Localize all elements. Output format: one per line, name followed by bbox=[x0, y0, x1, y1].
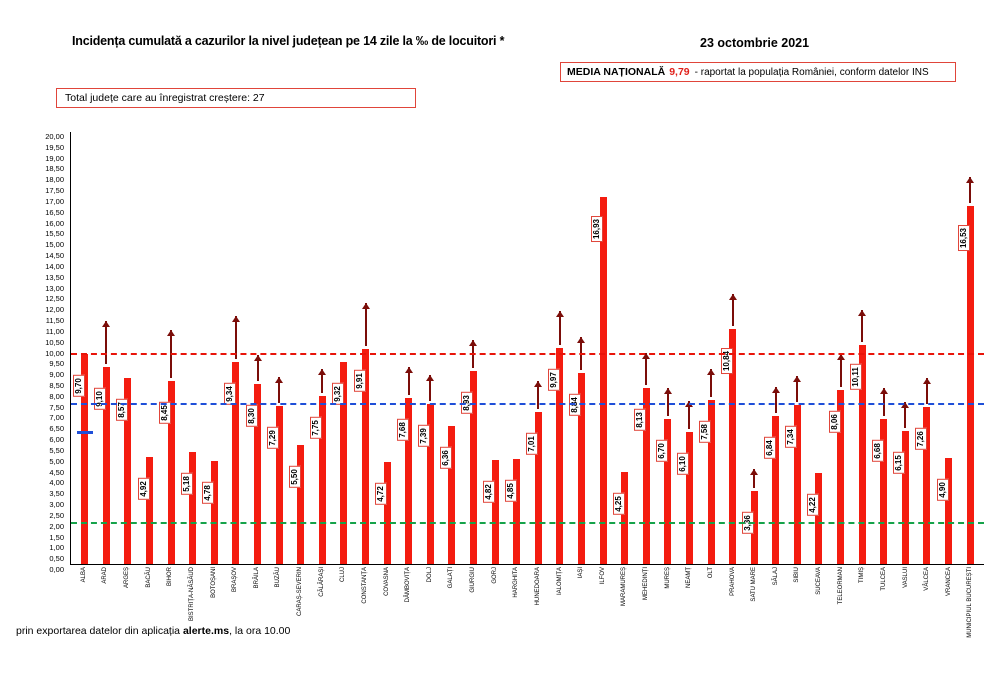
x-label-cell bbox=[484, 565, 506, 625]
bar-column bbox=[527, 132, 549, 564]
x-label-cell bbox=[506, 565, 528, 625]
bar-column bbox=[830, 132, 852, 564]
bar bbox=[721, 329, 736, 564]
x-tick-label: HARGHITA bbox=[513, 567, 520, 598]
bar-value-label: 9,34 bbox=[224, 383, 236, 405]
bar-value-label: 5,50 bbox=[289, 466, 301, 488]
bar bbox=[613, 472, 628, 564]
bar-value-label: 4,85 bbox=[505, 480, 517, 502]
x-tick-label: BOTOȘANI bbox=[210, 567, 217, 598]
bar-value-label: 9,97 bbox=[548, 369, 560, 391]
bar bbox=[246, 384, 261, 564]
plot-area bbox=[70, 132, 984, 565]
x-tick-label: MEHEDINȚI bbox=[643, 567, 650, 600]
x-tick-label: TULCEA bbox=[880, 567, 887, 591]
bar-value-label: 7,58 bbox=[699, 421, 711, 443]
bar-column bbox=[204, 132, 226, 564]
bar bbox=[915, 407, 930, 564]
x-tick-label: OLT bbox=[707, 567, 714, 579]
bar-column bbox=[312, 132, 334, 564]
x-label-cell bbox=[246, 565, 268, 625]
bar-value-label: 4,22 bbox=[807, 494, 819, 516]
bar-value-label: 6,68 bbox=[872, 441, 884, 463]
x-label-cell bbox=[311, 565, 333, 625]
bar-column bbox=[787, 132, 809, 564]
x-tick-label: BACĂU bbox=[145, 567, 152, 588]
x-tick-label: PRAHOVA bbox=[729, 567, 736, 596]
x-label-cell bbox=[95, 565, 117, 625]
bar bbox=[419, 404, 434, 564]
x-tick-label: IALOMIȚA bbox=[556, 567, 563, 596]
national-average-line bbox=[71, 353, 984, 355]
x-tick-label: ALBA bbox=[80, 567, 87, 583]
x-tick-label: IAȘI bbox=[578, 567, 585, 579]
bar bbox=[678, 432, 693, 564]
x-label-cell bbox=[657, 565, 679, 625]
bar bbox=[462, 371, 477, 564]
bar-column bbox=[355, 132, 377, 564]
bar-column bbox=[722, 132, 744, 564]
bar-value-label: 4,92 bbox=[138, 479, 150, 501]
bar-column bbox=[743, 132, 765, 564]
blue-marker-segment bbox=[77, 431, 93, 434]
x-tick-label: DÂMBOVIȚA bbox=[405, 567, 412, 603]
bar-column bbox=[506, 132, 528, 564]
x-label-cell bbox=[895, 565, 917, 625]
x-label-cell bbox=[289, 565, 311, 625]
x-tick-label: SĂLAJ bbox=[772, 567, 779, 586]
bar-value-label: 16,53 bbox=[958, 225, 970, 251]
x-tick-label: BISTRIȚA-NĂSĂUD bbox=[188, 567, 195, 622]
bar bbox=[73, 354, 88, 564]
bar-column bbox=[160, 132, 182, 564]
bar-column bbox=[225, 132, 247, 564]
x-label-cell bbox=[268, 565, 290, 625]
bar-column bbox=[895, 132, 917, 564]
bar bbox=[160, 381, 175, 564]
report-date: 23 octombrie 2021 bbox=[700, 36, 810, 50]
x-label-cell bbox=[679, 565, 701, 625]
bar-value-label: 9,10 bbox=[94, 388, 106, 410]
bar-value-label: 6,84 bbox=[764, 437, 776, 459]
bar bbox=[484, 460, 499, 564]
bar-column bbox=[96, 132, 118, 564]
x-tick-label: CONSTANȚA bbox=[361, 567, 368, 604]
bar-value-label: 7,01 bbox=[526, 433, 538, 455]
bar-column bbox=[74, 132, 96, 564]
x-label-cell bbox=[787, 565, 809, 625]
x-tick-label: CARAȘ-SEVERIN bbox=[297, 567, 304, 617]
footer-suffix: , la ora 10.00 bbox=[229, 625, 291, 637]
bar-value-label: 6,10 bbox=[677, 453, 689, 475]
bar-value-label: 8,13 bbox=[634, 409, 646, 431]
bar-column bbox=[549, 132, 571, 564]
bar-value-label: 7,68 bbox=[397, 419, 409, 441]
bar bbox=[440, 426, 455, 564]
bar-value-label: 16,93 bbox=[591, 216, 603, 242]
x-tick-label: GALAȚI bbox=[448, 567, 455, 589]
bar bbox=[851, 345, 866, 564]
national-average-box bbox=[560, 62, 956, 82]
x-tick-label: SUCEAVA bbox=[816, 567, 823, 595]
bar bbox=[764, 416, 779, 564]
x-label-cell bbox=[830, 565, 852, 625]
x-tick-label: HUNEDOARA bbox=[534, 567, 541, 606]
bar bbox=[354, 349, 369, 564]
bar-column bbox=[182, 132, 204, 564]
bar bbox=[138, 457, 153, 564]
bar bbox=[203, 461, 218, 564]
bar bbox=[937, 458, 952, 564]
bar bbox=[116, 378, 131, 564]
x-label-cell bbox=[722, 565, 744, 625]
bar-column bbox=[679, 132, 701, 564]
x-label-cell bbox=[73, 565, 95, 625]
bar-value-label: 4,72 bbox=[375, 483, 387, 505]
bar bbox=[224, 362, 239, 564]
x-label-cell bbox=[462, 565, 484, 625]
x-tick-label: MARAMUREȘ bbox=[621, 567, 628, 607]
bar-column bbox=[117, 132, 139, 564]
bar-value-label: 8,45 bbox=[159, 402, 171, 424]
x-tick-label: COVASNA bbox=[383, 567, 390, 596]
bar bbox=[592, 197, 607, 564]
bar-value-label: 9,91 bbox=[354, 371, 366, 393]
bar-column bbox=[484, 132, 506, 564]
national-average-note: - raportat la populația României, conform datelor INS bbox=[694, 66, 929, 78]
bar bbox=[807, 473, 822, 564]
bar-value-label: 7,26 bbox=[915, 428, 927, 450]
x-label-cell bbox=[873, 565, 895, 625]
x-tick-label: VÂLCEA bbox=[924, 567, 931, 591]
bar-column bbox=[571, 132, 593, 564]
bar-column bbox=[700, 132, 722, 564]
bar bbox=[527, 412, 542, 564]
bar-column bbox=[463, 132, 485, 564]
x-tick-label: SIBIU bbox=[794, 567, 801, 583]
x-tick-label: ARAD bbox=[102, 567, 109, 584]
bar-value-label: 8,30 bbox=[246, 406, 258, 428]
national-average-value: 9,79 bbox=[669, 66, 690, 78]
bar bbox=[635, 388, 650, 564]
bar-value-label: 9,70 bbox=[73, 375, 85, 397]
bar bbox=[311, 396, 326, 564]
bar-value-label: 6,36 bbox=[440, 448, 452, 470]
x-label-cell bbox=[203, 565, 225, 625]
x-tick-label: GORJ bbox=[491, 567, 498, 584]
bar bbox=[570, 373, 585, 564]
bar bbox=[181, 452, 196, 564]
bar-value-label: 7,39 bbox=[418, 425, 430, 447]
bar-column bbox=[441, 132, 463, 564]
bar-column bbox=[938, 132, 960, 564]
x-label-cell bbox=[700, 565, 722, 625]
bar bbox=[959, 206, 974, 564]
x-tick-label: ILFOV bbox=[599, 567, 606, 585]
bar-value-label: 4,82 bbox=[483, 481, 495, 503]
bar-column bbox=[614, 132, 636, 564]
bar-value-label: 4,25 bbox=[613, 493, 625, 515]
bar-column bbox=[290, 132, 312, 564]
growth-count-box bbox=[56, 88, 416, 108]
bar bbox=[700, 400, 715, 564]
x-label-cell bbox=[960, 565, 982, 638]
bar-value-label: 8,57 bbox=[116, 400, 128, 422]
x-label-cell bbox=[808, 565, 830, 625]
x-tick-label: VRANCEA bbox=[945, 567, 952, 597]
x-label-cell bbox=[397, 565, 419, 625]
bar bbox=[872, 419, 887, 564]
bar-value-label: 10,11 bbox=[850, 364, 862, 390]
x-tick-label: BRAȘOV bbox=[232, 567, 239, 593]
growth-count-text: Total județe care au înregistrat creștere: 27 bbox=[65, 92, 265, 104]
x-tick-label: MUNICIPIUL BUCUREȘTI bbox=[967, 567, 974, 638]
x-label-cell bbox=[138, 565, 160, 625]
bar bbox=[894, 431, 909, 564]
x-label-cell bbox=[916, 565, 938, 625]
x-label-cell bbox=[441, 565, 463, 625]
bar-value-label: 4,90 bbox=[937, 479, 949, 501]
x-label-cell bbox=[181, 565, 203, 625]
x-label-cell bbox=[354, 565, 376, 625]
bar-value-label: 8,06 bbox=[829, 411, 841, 433]
bar-value-label: 3,36 bbox=[742, 512, 754, 534]
x-label-cell bbox=[570, 565, 592, 625]
x-label-cell bbox=[765, 565, 787, 625]
x-tick-label: BRĂILA bbox=[253, 567, 260, 589]
x-tick-label: ARGEȘ bbox=[124, 567, 131, 589]
x-label-cell bbox=[419, 565, 441, 625]
bar-column bbox=[765, 132, 787, 564]
bar-column bbox=[916, 132, 938, 564]
bar-column bbox=[376, 132, 398, 564]
bar bbox=[743, 491, 758, 564]
bar-column bbox=[959, 132, 981, 564]
x-tick-label: BUZĂU bbox=[275, 567, 282, 588]
x-label-cell bbox=[333, 565, 355, 625]
bar-column bbox=[247, 132, 269, 564]
bar-column bbox=[420, 132, 442, 564]
green-threshold-line bbox=[71, 522, 984, 524]
x-tick-label: BIHOR bbox=[167, 567, 174, 587]
x-label-cell bbox=[635, 565, 657, 625]
footer-note bbox=[16, 625, 290, 637]
x-label-cell bbox=[224, 565, 246, 625]
x-tick-label: TELEORMAN bbox=[837, 567, 844, 605]
bar-value-label: 4,78 bbox=[202, 482, 214, 504]
bar-value-label: 7,34 bbox=[785, 426, 797, 448]
bar-value-label: 5,18 bbox=[181, 473, 193, 495]
bar-value-label: 7,29 bbox=[267, 427, 279, 449]
footer-app: alerte.ms bbox=[182, 625, 230, 637]
bar bbox=[332, 362, 347, 564]
bar bbox=[505, 459, 520, 564]
bar bbox=[786, 405, 801, 564]
bar-column bbox=[808, 132, 830, 564]
x-label-cell bbox=[592, 565, 614, 625]
x-label-cell bbox=[549, 565, 571, 625]
bar-value-label: 6,70 bbox=[656, 440, 668, 462]
x-tick-label: DOLJ bbox=[426, 567, 433, 583]
bar-column bbox=[592, 132, 614, 564]
bar-value-label: 8,93 bbox=[461, 392, 473, 414]
bar bbox=[376, 462, 391, 564]
bar-value-label: 8,84 bbox=[569, 394, 581, 416]
bar bbox=[548, 348, 563, 564]
bar-value-label: 9,32 bbox=[332, 383, 344, 405]
x-label-cell bbox=[160, 565, 182, 625]
bar bbox=[397, 398, 412, 564]
bar-value-label: 10,84 bbox=[721, 348, 733, 374]
bars-container bbox=[71, 132, 984, 564]
bar bbox=[95, 367, 110, 564]
bar-column bbox=[851, 132, 873, 564]
bar-column bbox=[398, 132, 420, 564]
x-label-cell bbox=[852, 565, 874, 625]
x-tick-label: VASLUI bbox=[902, 567, 909, 588]
x-tick-label: SATU MARE bbox=[751, 567, 758, 602]
x-tick-label: TIMIȘ bbox=[859, 567, 866, 583]
national-average-label: MEDIA NAȚIONALĂ bbox=[567, 66, 666, 78]
x-label-cell bbox=[116, 565, 138, 625]
bar-column bbox=[139, 132, 161, 564]
x-tick-label: MUREȘ bbox=[664, 567, 671, 589]
bar-column bbox=[333, 132, 355, 564]
bar bbox=[656, 419, 671, 564]
x-label-cell bbox=[527, 565, 549, 625]
bar bbox=[289, 445, 304, 564]
x-label-cell bbox=[376, 565, 398, 625]
x-label-cell bbox=[614, 565, 636, 625]
blue-threshold-line bbox=[71, 403, 984, 405]
page-title: Incidența cumulată a cazurilor la nivel județean pe 14 zile la ‰ de locuitori * bbox=[72, 34, 505, 48]
x-tick-label: CLUJ bbox=[340, 567, 347, 583]
bar-column bbox=[635, 132, 657, 564]
bar bbox=[829, 390, 844, 564]
bar bbox=[268, 406, 283, 564]
x-tick-label: GIURGIU bbox=[470, 567, 477, 593]
x-label-cell bbox=[743, 565, 765, 625]
bar-column bbox=[873, 132, 895, 564]
bar-value-label: 6,15 bbox=[893, 452, 905, 474]
x-label-cell bbox=[938, 565, 960, 625]
bar-column bbox=[657, 132, 679, 564]
x-tick-label: CĂLĂRAȘI bbox=[318, 567, 325, 597]
bar-value-label: 7,75 bbox=[310, 417, 322, 439]
x-tick-label: NEAMȚ bbox=[686, 567, 693, 588]
footer-prefix: prin exportarea datelor din aplicația bbox=[16, 625, 183, 637]
bar-column bbox=[268, 132, 290, 564]
y-axis: 0,00 0,50 1,00 1,50 2,00 2,50 3,00 3,50 4,00 4,50 5,00 5,50 6,00 6,50 7,00 7,50 8,00 8,50 9,00 9,50 10,00 10,50 11,00 11,50 12,00 12,50 13,00 13,50 14,00 14,50 15,00 15,50 16,00 16,50 17,00 17,50 18,00 18,50 19,00 19,50 20,00 bbox=[45, 132, 64, 574]
